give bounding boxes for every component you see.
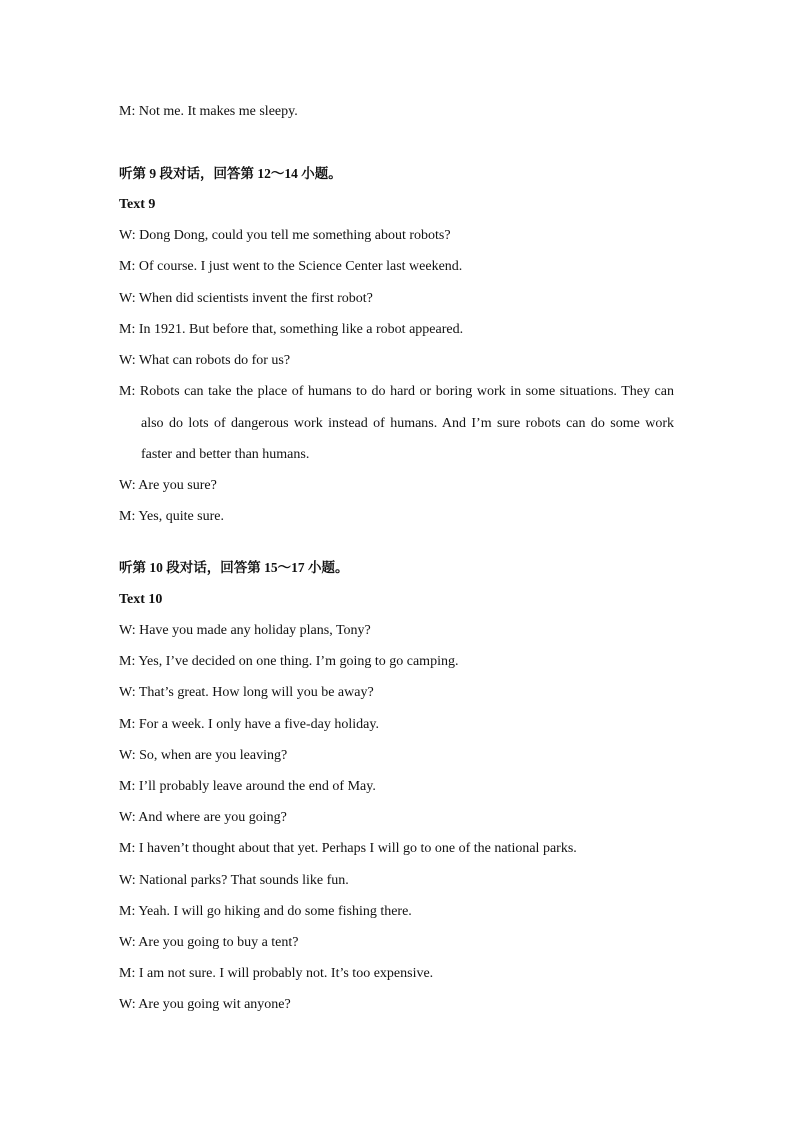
dialogue-line: W: So, when are you leaving?: [119, 748, 288, 763]
dialogue-line: W: National parks? That sounds like fun.: [119, 873, 349, 888]
dialogue-line: M: For a week. I only have a five-day holiday.: [119, 717, 379, 732]
dialogue-line: M: I haven’t thought about that yet. Perhaps I will go to one of the national parks.: [119, 841, 577, 856]
dialogue-line-continuation: faster and better than humans.: [141, 447, 310, 462]
dialogue-line: W: Are you going wit anyone?: [119, 997, 291, 1012]
dialogue-line: W: Dong Dong, could you tell me something about robots?: [119, 228, 451, 243]
dialogue-line: W: When did scientists invent the first robot?: [119, 291, 373, 306]
section-heading-9: 听第 9 段对话，回答第 12～14 小题。: [119, 166, 342, 181]
dialogue-line: W: That’s great. How long will you be away?: [119, 685, 374, 700]
text-title-9: Text 9: [119, 197, 156, 212]
dialogue-line: W: What can robots do for us?: [119, 353, 291, 368]
dialogue-line-continuation: also do lots of dangerous work instead of humans. And I’m sure robots can do some work: [141, 416, 674, 431]
dialogue-line: M: Yes, quite sure.: [119, 509, 225, 524]
dialogue-line: M: Not me. It makes me sleepy.: [119, 104, 298, 119]
dialogue-line: W: And where are you going?: [119, 810, 287, 825]
dialogue-line: W: Have you made any holiday plans, Tony?: [119, 623, 371, 638]
dialogue-line: M: Robots can take the place of humans to do hard or boring work in some situations. They can: [119, 384, 674, 399]
text-title-10: Text 10: [119, 592, 163, 607]
dialogue-line: W: Are you going to buy a tent?: [119, 935, 299, 950]
section-heading-10: 听第 10 段对话，回答第 15～17 小题。: [119, 560, 349, 575]
dialogue-line: M: Yes, I’ve decided on one thing. I’m going to go camping.: [119, 654, 459, 669]
dialogue-line: M: I am not sure. I will probably not. It’s too expensive.: [119, 966, 434, 981]
dialogue-line: M: Of course. I just went to the Science Center last weekend.: [119, 259, 463, 274]
dialogue-line: M: I’ll probably leave around the end of May.: [119, 779, 376, 794]
dialogue-line: W: Are you sure?: [119, 478, 217, 493]
dialogue-line: M: In 1921. But before that, something like a robot appeared.: [119, 322, 464, 337]
dialogue-line: M: Yeah. I will go hiking and do some fishing there.: [119, 904, 412, 919]
